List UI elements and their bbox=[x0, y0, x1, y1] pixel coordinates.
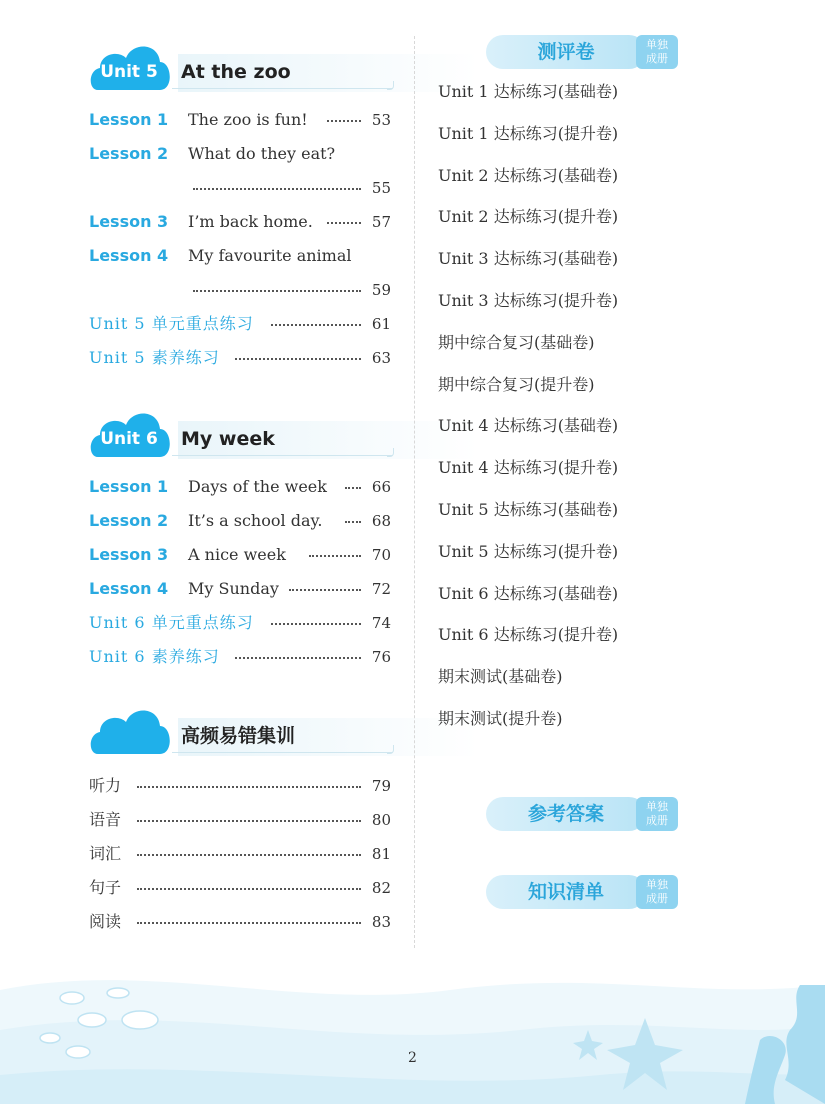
page-number: 76 bbox=[371, 648, 391, 666]
column-divider bbox=[414, 36, 415, 948]
lesson-label: Lesson 3 bbox=[89, 545, 169, 564]
dot-leader bbox=[327, 120, 361, 122]
dot-leader bbox=[309, 555, 361, 557]
lesson-label: Lesson 2 bbox=[89, 144, 169, 163]
divider bbox=[172, 752, 392, 753]
toc-entry[interactable] bbox=[89, 842, 391, 866]
practice-title: Unit 5 素养练习 bbox=[89, 348, 220, 367]
lesson-title: I’m back home. bbox=[188, 212, 313, 231]
lesson-title: What do they eat? bbox=[188, 144, 336, 163]
list-item[interactable]: 期末测试(提升卷) bbox=[438, 708, 563, 728]
dot-leader bbox=[345, 487, 361, 489]
lesson-label: Lesson 4 bbox=[89, 246, 169, 265]
practice-title: Unit 6 单元重点练习 bbox=[89, 613, 254, 632]
lesson-title: My Sunday bbox=[188, 579, 279, 598]
list-item[interactable]: Unit 1 达标练习(基础卷) bbox=[438, 82, 619, 101]
dot-leader bbox=[137, 854, 361, 856]
tag-line: 成册 bbox=[646, 52, 668, 65]
page-number: 53 bbox=[371, 111, 391, 129]
dot-leader bbox=[345, 521, 361, 523]
dot-leader bbox=[271, 324, 361, 326]
toc-entry[interactable] bbox=[89, 645, 391, 669]
answers-header[interactable] bbox=[486, 797, 690, 831]
tag-line: 成册 bbox=[646, 814, 668, 827]
lesson-label: Lesson 1 bbox=[89, 477, 169, 496]
list-item[interactable]: Unit 3 达标练习(基础卷) bbox=[438, 249, 619, 269]
dot-leader bbox=[137, 922, 361, 924]
page-number: 81 bbox=[371, 845, 391, 863]
page-number: 80 bbox=[371, 811, 391, 829]
entry-title: 语音 bbox=[89, 810, 122, 829]
section-title: 高频易错集训 bbox=[181, 725, 296, 747]
toc-entry[interactable] bbox=[89, 543, 391, 567]
practice-title: Unit 5 单元重点练习 bbox=[89, 314, 254, 333]
pill-label: 参考答案 bbox=[527, 803, 604, 825]
list-item[interactable]: Unit 4 达标练习(基础卷) bbox=[438, 416, 619, 436]
pill-label: 测评卷 bbox=[537, 41, 595, 63]
page-number: 72 bbox=[371, 580, 391, 598]
separate-volume-tag bbox=[636, 797, 678, 831]
page-number: 74 bbox=[371, 614, 391, 632]
tag-line: 单独 bbox=[646, 800, 668, 813]
list-item[interactable]: Unit 2 达标练习(基础卷) bbox=[438, 165, 619, 185]
cloud-icon bbox=[88, 700, 172, 760]
page-number: 57 bbox=[371, 213, 391, 231]
toc-entry[interactable] bbox=[89, 774, 391, 798]
practice-title: Unit 6 素养练习 bbox=[89, 647, 220, 666]
lesson-title: A nice week bbox=[188, 545, 286, 564]
unit-badge: Unit 6 bbox=[100, 429, 158, 449]
separate-volume-tag bbox=[636, 35, 678, 69]
list-item[interactable]: Unit 4 达标练习(提升卷) bbox=[438, 458, 619, 478]
unit-title: My week bbox=[181, 428, 275, 450]
page-number: 66 bbox=[371, 478, 391, 496]
dot-leader bbox=[137, 820, 361, 822]
divider bbox=[172, 455, 392, 456]
toc-entry[interactable] bbox=[89, 910, 391, 934]
toc-entry[interactable] bbox=[89, 312, 391, 336]
list-item[interactable]: Unit 5 达标练习(提升卷) bbox=[438, 541, 619, 561]
page-number-footer: 2 bbox=[408, 1050, 417, 1066]
toc-entry[interactable] bbox=[89, 108, 391, 132]
list-item[interactable]: Unit 5 达标练习(基础卷) bbox=[438, 499, 619, 519]
list-item[interactable]: 期中综合复习(基础卷) bbox=[438, 332, 595, 352]
lesson-label: Lesson 3 bbox=[89, 212, 169, 231]
tag-line: 单独 bbox=[646, 878, 668, 891]
list-item[interactable]: Unit 2 达标练习(提升卷) bbox=[438, 207, 619, 227]
dot-leader bbox=[137, 888, 361, 890]
dot-leader bbox=[289, 589, 361, 591]
page-number: 83 bbox=[371, 913, 391, 931]
page-number: 79 bbox=[371, 777, 391, 795]
list-item[interactable]: 期中综合复习(提升卷) bbox=[438, 374, 595, 394]
toc-entry[interactable] bbox=[89, 142, 391, 166]
list-item[interactable]: Unit 3 达标练习(提升卷) bbox=[438, 290, 619, 310]
unit-badge: Unit 5 bbox=[100, 62, 158, 82]
test-papers-list bbox=[438, 80, 718, 749]
pill-label: 知识清单 bbox=[527, 881, 604, 903]
list-item[interactable]: 期末测试(基础卷) bbox=[438, 667, 563, 687]
dot-leader bbox=[193, 188, 361, 190]
dot-leader bbox=[137, 786, 361, 788]
page-number: 82 bbox=[371, 879, 391, 897]
lesson-label: Lesson 2 bbox=[89, 511, 169, 530]
toc-entry[interactable] bbox=[89, 475, 391, 499]
entry-title: 阅读 bbox=[89, 912, 122, 931]
unit-5-header bbox=[88, 36, 393, 96]
tag-line: 单独 bbox=[646, 38, 668, 51]
separate-volume-tag bbox=[636, 875, 678, 909]
lesson-label: Lesson 4 bbox=[89, 579, 169, 598]
toc-entry-continued[interactable] bbox=[89, 278, 391, 302]
lesson-title: The zoo is fun! bbox=[188, 110, 308, 129]
page-number: 68 bbox=[371, 512, 391, 530]
dot-leader bbox=[327, 222, 361, 224]
entry-title: 词汇 bbox=[89, 844, 122, 863]
lesson-label: Lesson 1 bbox=[89, 110, 169, 129]
dot-leader bbox=[235, 657, 361, 659]
dot-leader bbox=[271, 623, 361, 625]
toc-entry[interactable] bbox=[89, 346, 391, 370]
toc-entry-continued[interactable] bbox=[89, 176, 391, 200]
page-number: 59 bbox=[371, 281, 391, 299]
page-number: 63 bbox=[371, 349, 391, 367]
lesson-title: It’s a school day. bbox=[188, 511, 323, 530]
toc-entry[interactable] bbox=[89, 808, 391, 832]
toc-entry[interactable] bbox=[89, 577, 391, 601]
tag-line: 成册 bbox=[646, 892, 668, 905]
toc-entry[interactable] bbox=[89, 210, 391, 234]
divider bbox=[172, 88, 392, 89]
toc-entry[interactable] bbox=[89, 611, 391, 635]
dot-leader bbox=[193, 290, 361, 292]
toc-entry[interactable] bbox=[89, 509, 391, 533]
errors-section-header bbox=[88, 700, 393, 760]
entry-title: 句子 bbox=[89, 878, 122, 897]
unit-6-header bbox=[88, 403, 393, 463]
page-number: 70 bbox=[371, 546, 391, 564]
list-item[interactable]: Unit 1 达标练习(提升卷) bbox=[438, 123, 619, 143]
toc-entry[interactable] bbox=[89, 876, 391, 900]
list-item[interactable]: Unit 6 达标练习(基础卷) bbox=[438, 583, 619, 603]
test-papers-header[interactable] bbox=[486, 35, 690, 69]
page-number: 55 bbox=[371, 179, 391, 197]
lesson-title: My favourite animal bbox=[188, 246, 352, 265]
dot-leader bbox=[235, 358, 361, 360]
page-number: 61 bbox=[371, 315, 391, 333]
toc-entry[interactable] bbox=[89, 244, 391, 268]
entry-title: 听力 bbox=[89, 776, 122, 795]
unit-title: At the zoo bbox=[181, 61, 291, 83]
lesson-title: Days of the week bbox=[188, 477, 327, 496]
list-item[interactable]: Unit 6 达标练习(提升卷) bbox=[438, 625, 619, 645]
knowledge-header[interactable] bbox=[486, 875, 690, 909]
